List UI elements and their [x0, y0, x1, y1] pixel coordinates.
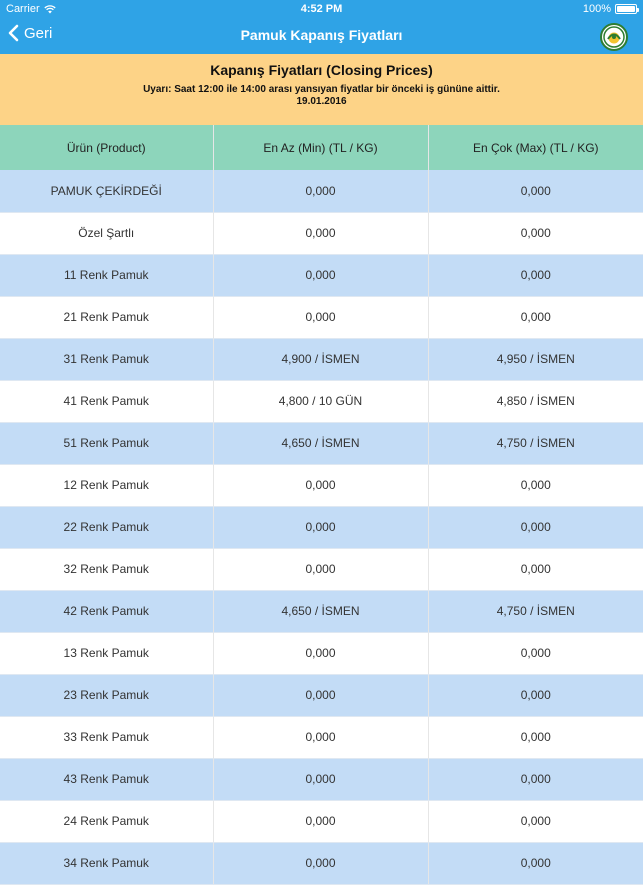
table-row [0, 632, 643, 674]
min-price-cell: 0,000 [213, 758, 428, 800]
product-cell: 32 Renk Pamuk [0, 548, 213, 590]
battery-percent: 100% [582, 3, 611, 15]
table-row [0, 464, 643, 506]
min-price-cell: 4,900 / İSMEN [213, 338, 428, 380]
app-header [0, 0, 643, 54]
table-row [0, 338, 643, 380]
max-price-cell: 0,000 [428, 506, 643, 548]
max-price-cell: 0,000 [428, 758, 643, 800]
max-price-cell: 0,000 [428, 464, 643, 506]
max-price-cell: 0,000 [428, 548, 643, 590]
nav-bar [0, 18, 643, 54]
battery-icon [615, 4, 637, 14]
column-header-max: En Çok (Max) (TL / KG) [428, 125, 643, 170]
min-price-cell: 0,000 [213, 212, 428, 254]
table-row [0, 800, 643, 842]
product-cell: PAMUK ÇEKİRDEĞİ [0, 170, 213, 212]
page-title: Pamuk Kapanış Fiyatları [240, 27, 403, 43]
notice-date: 19.01.2016 [296, 96, 347, 107]
table-row [0, 170, 643, 212]
column-header-min: En Az (Min) (TL / KG) [213, 125, 428, 170]
product-cell: 51 Renk Pamuk [0, 422, 213, 464]
product-cell: 43 Renk Pamuk [0, 758, 213, 800]
max-price-cell: 0,000 [428, 716, 643, 758]
product-cell: 12 Renk Pamuk [0, 464, 213, 506]
table-row [0, 254, 643, 296]
min-price-cell: 0,000 [213, 506, 428, 548]
table-row [0, 842, 643, 884]
column-header-product: Ürün (Product) [0, 125, 213, 170]
min-price-cell: 0,000 [213, 842, 428, 884]
max-price-cell: 0,000 [428, 674, 643, 716]
product-cell: 21 Renk Pamuk [0, 296, 213, 338]
table-row [0, 506, 643, 548]
product-cell: 31 Renk Pamuk [0, 338, 213, 380]
min-price-cell: 0,000 [213, 296, 428, 338]
min-price-cell: 0,000 [213, 548, 428, 590]
back-label: Geri [24, 24, 53, 42]
min-price-cell: 0,000 [213, 716, 428, 758]
product-cell: 23 Renk Pamuk [0, 674, 213, 716]
table-row [0, 296, 643, 338]
min-price-cell: 4,800 / 10 GÜN [213, 380, 428, 422]
logo-emblem-icon[interactable] [600, 23, 628, 51]
table-row [0, 380, 643, 422]
carrier-label: Carrier [6, 3, 40, 15]
table-header-row [0, 125, 643, 170]
table-row [0, 758, 643, 800]
notice-warning: Uyarı: Saat 12:00 ile 14:00 arası yansıyan fiyatlar bir önceki iş gününe aittir. [143, 84, 500, 95]
status-right [583, 3, 637, 15]
table-row [0, 422, 643, 464]
product-cell: 34 Renk Pamuk [0, 842, 213, 884]
emblem-graphic-icon [603, 26, 625, 48]
prices-table [0, 125, 643, 885]
max-price-cell: 0,000 [428, 296, 643, 338]
product-cell: 42 Renk Pamuk [0, 590, 213, 632]
max-price-cell: 4,750 / İSMEN [428, 422, 643, 464]
max-price-cell: 0,000 [428, 170, 643, 212]
max-price-cell: 4,850 / İSMEN [428, 380, 643, 422]
status-time: 4:52 PM [300, 3, 343, 15]
status-bar [0, 0, 643, 18]
notice-banner [0, 54, 643, 125]
min-price-cell: 4,650 / İSMEN [213, 422, 428, 464]
max-price-cell: 0,000 [428, 842, 643, 884]
table-row [0, 212, 643, 254]
min-price-cell: 0,000 [213, 464, 428, 506]
product-cell: Özel Şartlı [0, 212, 213, 254]
notice-title: Kapanış Fiyatları (Closing Prices) [210, 62, 433, 78]
max-price-cell: 4,950 / İSMEN [428, 338, 643, 380]
product-cell: 22 Renk Pamuk [0, 506, 213, 548]
max-price-cell: 4,750 / İSMEN [428, 590, 643, 632]
product-cell: 33 Renk Pamuk [0, 716, 213, 758]
product-cell: 41 Renk Pamuk [0, 380, 213, 422]
table-row [0, 548, 643, 590]
table-row [0, 590, 643, 632]
min-price-cell: 0,000 [213, 800, 428, 842]
max-price-cell: 0,000 [428, 800, 643, 842]
min-price-cell: 0,000 [213, 170, 428, 212]
min-price-cell: 0,000 [213, 632, 428, 674]
min-price-cell: 4,650 / İSMEN [213, 590, 428, 632]
table-row [0, 674, 643, 716]
max-price-cell: 0,000 [428, 254, 643, 296]
product-cell: 13 Renk Pamuk [0, 632, 213, 674]
min-price-cell: 0,000 [213, 674, 428, 716]
min-price-cell: 0,000 [213, 254, 428, 296]
product-cell: 11 Renk Pamuk [0, 254, 213, 296]
max-price-cell: 0,000 [428, 212, 643, 254]
max-price-cell: 0,000 [428, 632, 643, 674]
product-cell: 24 Renk Pamuk [0, 800, 213, 842]
table-row [0, 716, 643, 758]
